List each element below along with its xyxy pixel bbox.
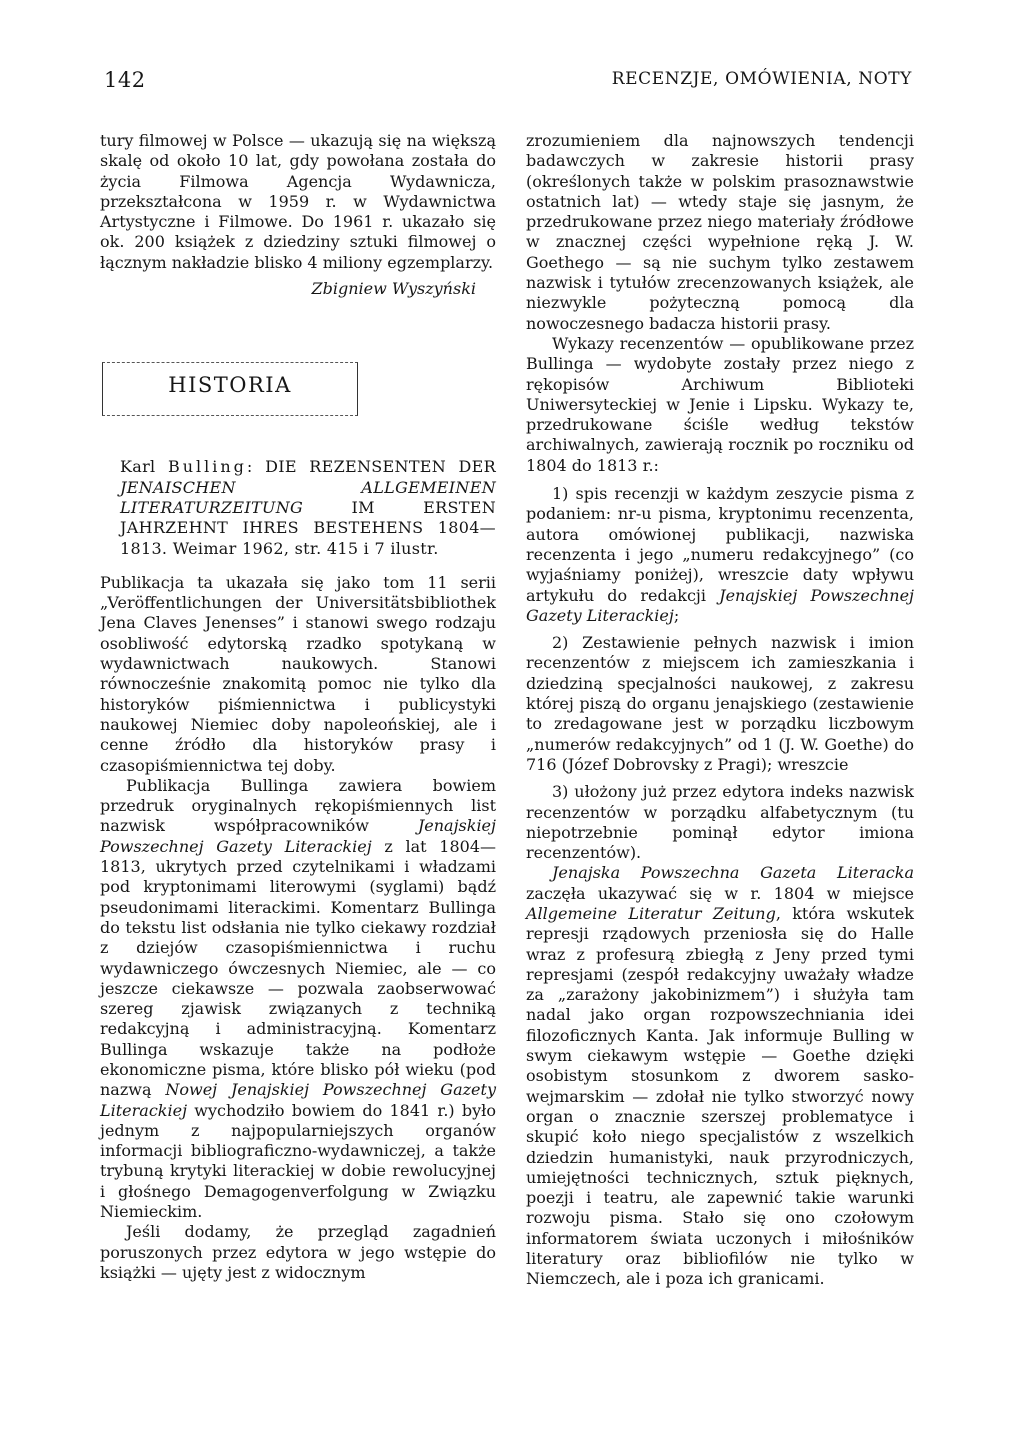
section-title: HISTORIA [168, 373, 292, 398]
italic-title: Jenajska Powszechna Gazeta Literacka [552, 863, 914, 883]
book-title-part: DIE REZENSENTEN DER [265, 457, 496, 477]
italic-title: Jenajskiej Powszechnej Gazety Literackiej [100, 816, 496, 856]
author-first-name: Karl [120, 457, 156, 477]
paragraph-continued: tury filmowej w Polsce — ukazują się na większą skalę od około 10 lat, gdy powołana została do życia Filmowa Agencja Wydawnicza, przekształcona w 1959 r. w Wydawnictwa Artystyczne i Filmowe. Do 1961 r. ukazało się ok. 200 książek z dziedziny sztuki filmowej o łącznym nakładzie blisko 4 miliony egzemplarzy. [100, 131, 496, 272]
review-signature: Zbigniew Wyszyński [311, 279, 476, 299]
list-item [526, 484, 914, 626]
text-run: wychodziło bowiem do 1841 r.) było jednym z najpopularniejszych organów informacji bibliograficzno-wydawniczej, a także trybuną krytyki literackiej w dobie rewolucyjnej i głośnego Demagogenverfolgung w Związku Niemieckim. [100, 1100, 496, 1222]
paragraph: Wykazy recenzentów — opublikowane przez Bullinga — wydobyte zostały przez niego z rękopisów Archiwum Biblioteki Uniwersyteckiej w Jenie i Lipsku. Wykazy te, przedrukowane ściśle według tekstów archiwalnych, zawierają rocznik po roczniku od 1804 do 1813 r.: [526, 333, 914, 475]
paragraph: Publikacja ta ukazała się jako tom 11 serii „Veröffentlichungen der Universitätsbibliothek Jena Claves Jenenses” i stanowi swego rodzaju osobliwość edytorską rzadko spotykaną w wydawnictwach naukowych. Stanowi równocześnie znakomitą pomoc nie tylko dla historyków piśmiennictwa i publicystyki naukowej Niemiec doby napoleońskiej, ale i cenne źródło dla historyków prasy i czasopiśmiennictwa tej doby. [100, 572, 496, 775]
book-title-rest: IM ERSTEN JAHRZEHNT IHRES BESTEHENS 1804—1813. Weimar 1962, str. 415 i 7 ilustr. [120, 497, 497, 558]
paragraph [100, 776, 496, 1223]
text-run: ; [673, 605, 680, 625]
list-item: 2) Zestawienie pełnych nazwisk i imion recenzentów z miejscem ich zamieszkania i dziedziną specjalności naukowej, z zakresu której piszą do organu jenajskiego (zestawienie to zredagowane jest w porządku liczbowym „numerów redakcyjnych” od 1 (J. W. Goethe) do 716 (Józef Dobrovsky z Pragi); wreszcie [526, 633, 914, 774]
list-item: 3) ułożony już przez edytora indeks nazwisk recenzentów w porządku alfabetycznym (tu niepotrzebnie pominął edytor imiona recenzentów). [526, 782, 914, 863]
paragraph-continued: zrozumieniem dla najnowszych tendencji badawczych w zakresie historii prasy (określonych także w polskim prasoznawstwie ostatnich lat) — wtedy staje się jasnym, że przedrukowane przez niego materiały źródłowe w znacznej części wypełnione ręką J. W. Goethego — są nie suchym tylko zestawem nazwisk i tytułów zrecenzowanych książek, ale niezwykle pożyteczną pomocą dla nowoczesnego badacza historii prasy. [526, 131, 914, 333]
right-column [526, 131, 914, 1290]
text-run: , która wskutek represji rządowych przeniosła się do Halle wraz z profesurą zbiegłą z Jeny przed tymi represjami (zespół redakcyjny uważały władze za „zarażony jakobinizmem”) i służyła tam nadal jako organ rozpowszechniania idei filozoficznych Kanta. Jak informuje Bulling w swym ciekawym wstępie — Goethe dzięki osobistym stosunkom z dworem sasko-wejmarskim — zdołał nie tylko stworzyć nowy organ o znacznie szerszej problematyce i skupić koło niego specjalistów z wszelkich dziedzin humanistyki, nauk przyrodniczych, umiejętności technicznych, sztuk pięknych, poezji i teatru, ale zapewnić takie warunki rozwoju pisma. Stało się ono czołowym informatorem świata uczonych i miłośników literatury oraz bibliofilów nie tylko w Niemczech, ale i poza ich granicami. [526, 903, 914, 1289]
text-run: 1) spis recenzji w każdym zeszycie pisma z podaniem: nr-u pisma, kryptonimu recenzenta, autora omówionej publikacji, nazwiska recenzenta i jego „numeru redakcyjnego” (co wyjaśniamy poniżej), wreszcie daty wpływu artykułu do redakcji [526, 484, 914, 605]
section-heading-box [102, 362, 358, 416]
italic-title: Nowej Jenajskiej Powszechnej Gazety Literackiej [100, 1080, 496, 1120]
enumerated-list [526, 484, 914, 863]
text-run: z lat 1804—1813, ukrytych przed czytelnikami i władzami pod kryptonimami literowymi (syglami) bądź pseudonimami literackimi. Komentarz Bullinga do tekstu list odsłania nie tylko ciekawy rozdział z dziejów czasopiśmiennictwa i ruchu wydawniczego ówczesnych Niemiec, ale — co jeszcze ciekawsze — pozwala zaobserwować szereg zjawisk związanych z techniką redakcyjną i administracyjną. Komentarz Bullinga wskazuje także na podłoże ekonomiczne pisma, które blisko pół wieku (pod nazwą [100, 836, 496, 1100]
bibliographic-entry [100, 457, 496, 558]
paragraph [526, 863, 914, 1289]
left-column [100, 131, 496, 1283]
author-surname: Bulling [167, 457, 247, 477]
page-header [104, 68, 912, 104]
text-run: zaczęła ukazywać się w r. 1804 w miejsce [526, 883, 914, 903]
italic-title: Jenajskiej Powszechnej Gazety Literackiej [526, 585, 915, 625]
colon: : [246, 457, 253, 477]
text-run: Publikacja Bullinga zawiera bowiem przedruk oryginalnych rękopiśmiennych list nazwisk współpracowników [100, 775, 496, 836]
italic-title: Allgemeine Literatur Zeitung [526, 903, 776, 923]
book-title-italic: JENAISCHEN ALLGEMEINEN LITERATURZEITUNG [120, 477, 496, 517]
page-number: 142 [104, 68, 146, 92]
running-head: RECENZJE, OMÓWIENIA, NOTY [611, 69, 912, 89]
paragraph: Jeśli dodamy, że przegląd zagadnień poruszonych przez edytora w jego wstępie do książki — ujęty jest z widocznym [100, 1222, 496, 1282]
